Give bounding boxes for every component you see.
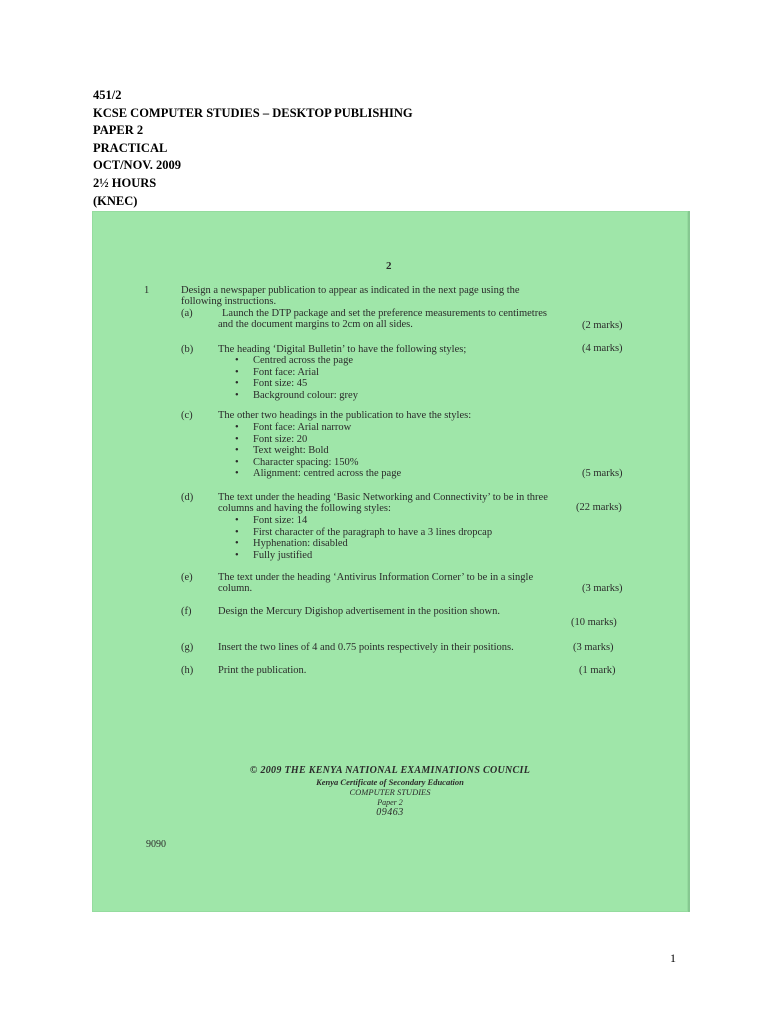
item-c-bullet-list	[231, 422, 401, 480]
scanned-exam-page	[92, 211, 690, 912]
item-f-letter: (f)	[181, 606, 192, 617]
list-item: • Font size: 45	[231, 378, 358, 390]
item-c-line-1: The other two headings in the publication to have the styles:	[218, 410, 472, 421]
question-intro-line-2: following instructions.	[181, 296, 277, 307]
paper-number: PAPER 2	[93, 123, 144, 138]
list-item: • Background colour: grey	[231, 390, 358, 402]
copyright-line: © 2009 THE KENYA NATIONAL EXAMINATIONS COUNCIL	[249, 765, 531, 776]
question-number: 1	[144, 285, 150, 296]
item-a-marks: (2 marks)	[582, 320, 623, 331]
list-item: • Font size: 20	[231, 434, 401, 446]
item-a-line-1: Launch the DTP package and set the preference measurements to centimetres	[222, 308, 547, 319]
item-e-line-1: The text under the heading ‘Antivirus Information Corner’ to be in a single	[218, 572, 534, 583]
item-b-line-1: The heading ‘Digital Bulletin’ to have the following styles;	[218, 344, 467, 355]
list-item: • Hyphenation: disabled	[231, 538, 492, 550]
list-item: • First character of the paragraph to have a 3 lines dropcap	[231, 527, 492, 539]
paper-line: Paper 2	[377, 798, 403, 807]
page-number: 1	[670, 951, 676, 965]
list-item: • Font size: 14	[231, 515, 492, 527]
subject-line: COMPUTER STUDIES	[349, 787, 431, 797]
item-g-line-1: Insert the two lines of 4 and 0.75 points respectively in their positions.	[218, 642, 514, 653]
paper-type: PRACTICAL	[93, 140, 168, 155]
list-item: • Alignment: centred across the page	[231, 468, 401, 480]
item-b-bullet-list	[231, 355, 358, 401]
list-item: • Font face: Arial	[231, 367, 358, 379]
item-b-marks: (4 marks)	[582, 343, 623, 354]
item-g-letter: (g)	[181, 642, 194, 653]
item-e-letter: (e)	[181, 572, 193, 583]
exam-title: KCSE COMPUTER STUDIES – DESKTOP PUBLISHING	[93, 105, 413, 120]
paper-code: 451/2	[93, 88, 122, 102]
paper-code-line: 09463	[376, 807, 404, 818]
exam-board: (KNEC)	[93, 193, 138, 208]
scan-left-code: 9090	[146, 839, 166, 850]
item-f-line-1: Design the Mercury Digishop advertisement in the position shown.	[218, 606, 500, 617]
item-g-marks: (3 marks)	[573, 642, 614, 653]
item-a-letter: (a)	[181, 308, 193, 319]
item-h-line-1: Print the publication.	[218, 665, 307, 676]
item-h-marks: (1 mark)	[579, 665, 616, 676]
item-d-bullet-list	[231, 515, 492, 561]
scan-page-number: 2	[386, 260, 392, 272]
list-item: • Text weight: Bold	[231, 445, 401, 457]
list-item: • Centred across the page	[231, 355, 358, 367]
item-a-line-2: and the document margins to 2cm on all sides.	[218, 319, 413, 330]
list-item: • Font face: Arial narrow	[231, 422, 401, 434]
item-d-line-2: columns and having the following styles:	[218, 503, 391, 514]
exam-session: OCT/NOV. 2009	[93, 158, 181, 173]
item-e-marks: (3 marks)	[582, 583, 623, 594]
list-item: • Character spacing: 150%	[231, 457, 401, 469]
item-b-letter: (b)	[181, 344, 194, 355]
item-c-letter: (c)	[181, 410, 193, 421]
list-item: • Fully justified	[231, 550, 492, 562]
item-e-line-2: column.	[218, 583, 253, 594]
document-header	[93, 87, 413, 210]
item-f-marks: (10 marks)	[571, 617, 617, 628]
item-c-marks: (5 marks)	[582, 468, 623, 479]
item-h-letter: (h)	[181, 665, 194, 676]
exam-duration: 2½ HOURS	[93, 175, 157, 190]
item-d-letter: (d)	[181, 492, 194, 503]
certificate-line: Kenya Certificate of Secondary Education	[316, 777, 464, 787]
item-d-marks: (22 marks)	[576, 502, 622, 513]
question-intro-line-1: Design a newspaper publication to appear as indicated in the next page using the	[181, 285, 520, 296]
item-d-line-1: The text under the heading ‘Basic Networking and Connectivity’ to be in three	[218, 492, 548, 503]
